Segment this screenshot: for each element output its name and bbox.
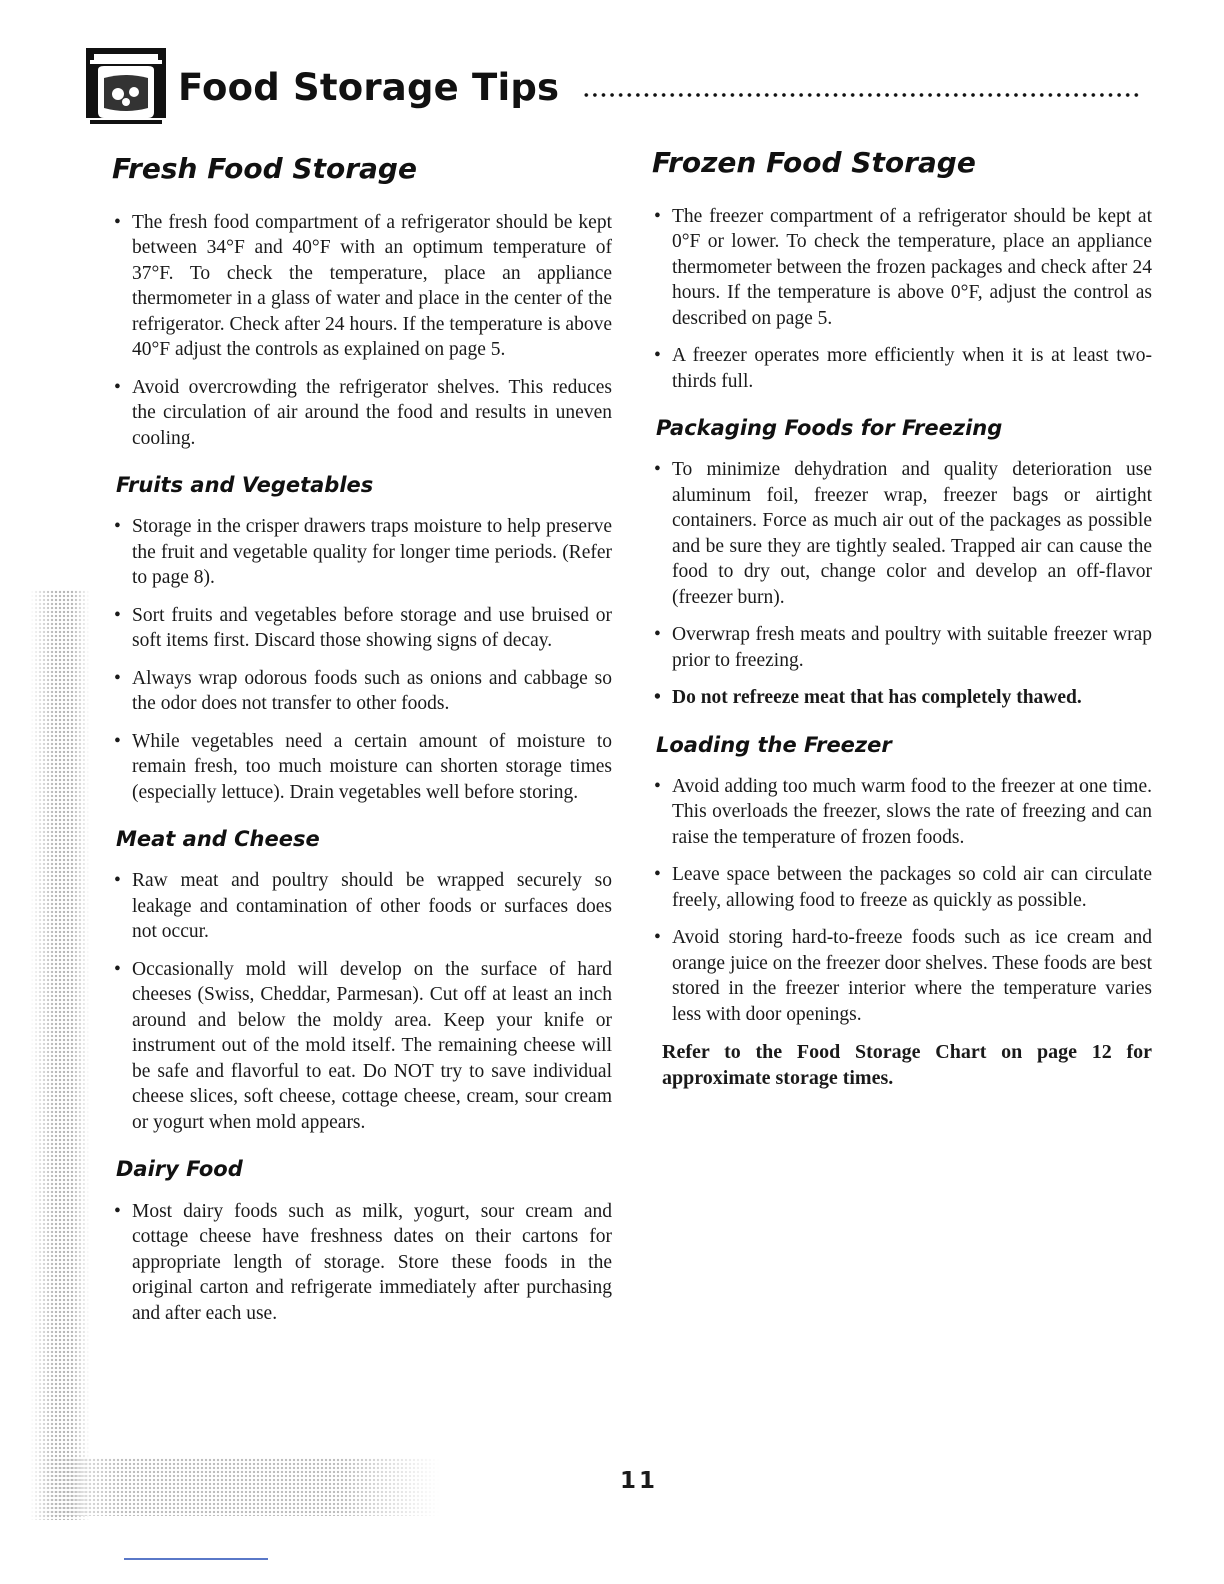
frozen-food-list bbox=[652, 204, 1152, 395]
list-item: • Always wrap odorous foods such as onions and cabbage so the odor does not transfer to other foods. bbox=[112, 666, 612, 717]
page-number: 11 bbox=[620, 1468, 659, 1494]
list-item: • Leave space between the packages so cold air can circulate freely, allowing food to freeze as quickly as possible. bbox=[652, 862, 1152, 913]
list-item: • Storage in the crisper drawers traps moisture to help preserve the fruit and vegetable quality for longer time periods. (Refer to page 8). bbox=[112, 514, 612, 591]
halftone-decoration-left bbox=[30, 590, 90, 1520]
frozen-food-column bbox=[652, 146, 1152, 1091]
meat-cheese-list bbox=[112, 868, 612, 1135]
title-leader-dots bbox=[582, 90, 1142, 100]
list-item: • Avoid storing hard-to-freeze foods such as ice cream and orange juice on the freezer door shelves. These foods are best stored in the freezer interior where the temperature varies less with door openings. bbox=[652, 925, 1152, 1027]
page-title: Food Storage Tips bbox=[178, 66, 560, 109]
list-item: • To minimize dehydration and quality deterioration use aluminum foil, freezer wrap, freezer bags or airtight containers. Force as much air out of the packages as possible and be sure they are tightly sealed. Trapped air can cause the food to dry out, change color and develop an off-flavor (freezer burn). bbox=[652, 457, 1152, 610]
packaging-heading: Packaging Foods for Freezing bbox=[656, 416, 1003, 441]
list-item: • While vegetables need a certain amount of moisture to remain fresh, too much moisture can shorten storage times (especially lettuce). Drain vegetables well before storing. bbox=[112, 729, 612, 806]
fresh-food-heading: Fresh Food Storage bbox=[112, 152, 417, 185]
packaging-list bbox=[652, 457, 1152, 711]
fresh-food-column bbox=[112, 152, 612, 1338]
list-item: • Sort fruits and vegetables before storage and use bruised or soft items first. Discard those showing signs of decay. bbox=[112, 603, 612, 654]
footer-rule bbox=[124, 1558, 268, 1560]
list-item: • Avoid adding too much warm food to the freezer at one time. This overloads the freezer, slows the rate of freezing and can raise the temperature of frozen foods. bbox=[652, 774, 1152, 851]
storage-chart-reference: Refer to the Food Storage Chart on page 12 for approximate storage times. bbox=[662, 1041, 1152, 1090]
fresh-food-list bbox=[112, 210, 612, 452]
meat-cheese-heading: Meat and Cheese bbox=[116, 827, 320, 852]
list-item: • Occasionally mold will develop on the surface of hard cheeses (Swiss, Cheddar, Parmesan). Cut off at least an inch around and below the moldy area. Keep your knife or instrument out of the mold itself. The remaining cheese will be safe and flavorful to eat. Do NOT try to save individual cheese slices, soft cheese, cottage cheese, cream, sour cream or yogurt when mold appears. bbox=[112, 957, 612, 1136]
food-jar-icon bbox=[86, 48, 166, 126]
fruits-vegetables-heading: Fruits and Vegetables bbox=[116, 473, 374, 498]
warning-item: • Do not refreeze meat that has completely thawed. bbox=[652, 685, 1152, 711]
list-item: • Raw meat and poultry should be wrapped securely so leakage and contamination of other foods or surfaces does not occur. bbox=[112, 868, 612, 945]
loading-freezer-heading: Loading the Freezer bbox=[656, 732, 892, 757]
fruits-vegetables-list bbox=[112, 514, 612, 805]
list-item: • Most dairy foods such as milk, yogurt, sour cream and cottage cheese have freshness dates on their cartons for appropriate length of storage. Store these foods in the original carton and refrigerate immediately after purchasing and after each use. bbox=[112, 1199, 612, 1327]
dairy-food-heading: Dairy Food bbox=[116, 1157, 243, 1182]
list-item: • A freezer operates more efficiently when it is at least two-thirds full. bbox=[652, 343, 1152, 394]
list-item: • The freezer compartment of a refrigerator should be kept at 0°F or lower. To check the temperature, place an appliance thermometer between the frozen packages and check after 24 hours. If the temperature is above 0°F, adjust the control as described on page 5. bbox=[652, 204, 1152, 332]
list-item: • Overwrap fresh meats and poultry with suitable freezer wrap prior to freezing. bbox=[652, 622, 1152, 673]
halftone-decoration-bottom bbox=[40, 1458, 440, 1516]
loading-freezer-list bbox=[652, 774, 1152, 1028]
list-item: • The fresh food compartment of a refrigerator should be kept between 34°F and 40°F with an optimum temperature of 37°F. To check the temperature, place an appliance thermometer in a glass of water and place in the center of the refrigerator. Check after 24 hours. If the temperature is above 40°F adjust the controls as explained on page 5. bbox=[112, 210, 612, 363]
dairy-food-list bbox=[112, 1199, 612, 1327]
frozen-food-heading: Frozen Food Storage bbox=[652, 146, 976, 179]
list-item: • Avoid overcrowding the refrigerator shelves. This reduces the circulation of air around the food and results in uneven cooling. bbox=[112, 375, 612, 452]
